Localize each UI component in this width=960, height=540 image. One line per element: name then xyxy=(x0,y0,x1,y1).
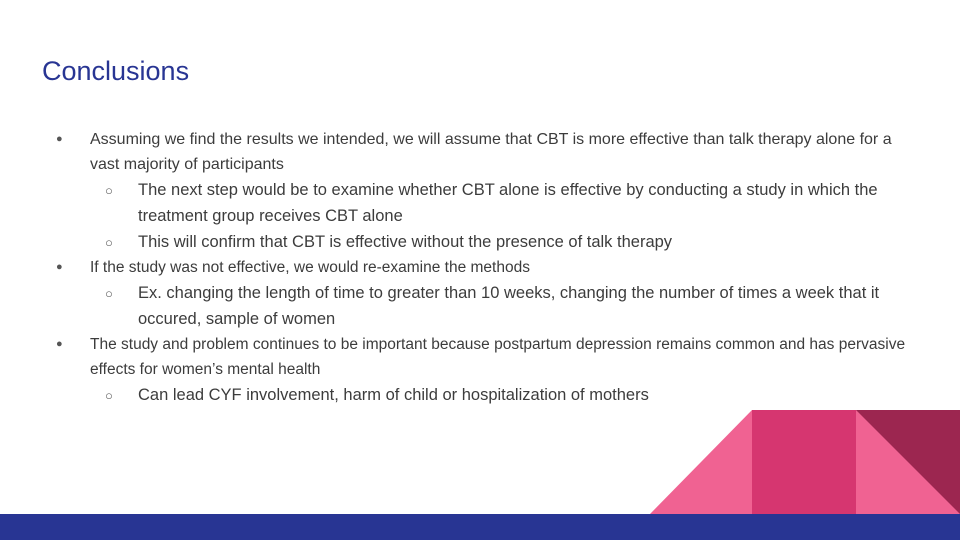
bullet-text: If the study was not effective, we would re-examine the methods xyxy=(90,259,530,276)
pink-triangle-shape xyxy=(650,410,752,514)
pink-block-shape xyxy=(752,410,856,514)
bullet-circle-icon: ○ xyxy=(105,183,113,198)
bullet-text: Assuming we find the results we intended, we will assume that CBT is more effective than talk therapy alone for a vast majority of participants xyxy=(90,131,892,173)
sub-bullet-text: This will confirm that CBT is effective without the presence of talk therapy xyxy=(138,233,673,251)
bullet-dot-icon: ● xyxy=(56,338,63,350)
bullet-circle-icon: ○ xyxy=(105,286,113,301)
bullet-dot-icon: ● xyxy=(56,133,63,145)
bullet-circle-icon: ○ xyxy=(105,235,113,250)
sub-bullet-text: The next step would be to examine whether CBT alone is effective by conducting a study in which the treatment group receives CBT alone xyxy=(138,181,878,225)
bottom-bar xyxy=(0,514,960,540)
sub-bullet-text: Ex. changing the length of time to greater than 10 weeks, changing the number of times a week that it occured, sample of women xyxy=(138,284,880,328)
slide-title: Conclusions xyxy=(42,56,190,86)
sub-bullet-text: Can lead CYF involvement, harm of child or hospitalization of mothers xyxy=(138,386,649,404)
bullet-dot-icon: ● xyxy=(56,261,63,273)
bullet-text: The study and problem continues to be important because postpartum depression remains common and has pervasive effects for women’s mental health xyxy=(90,336,906,378)
bullet-circle-icon: ○ xyxy=(105,388,113,403)
